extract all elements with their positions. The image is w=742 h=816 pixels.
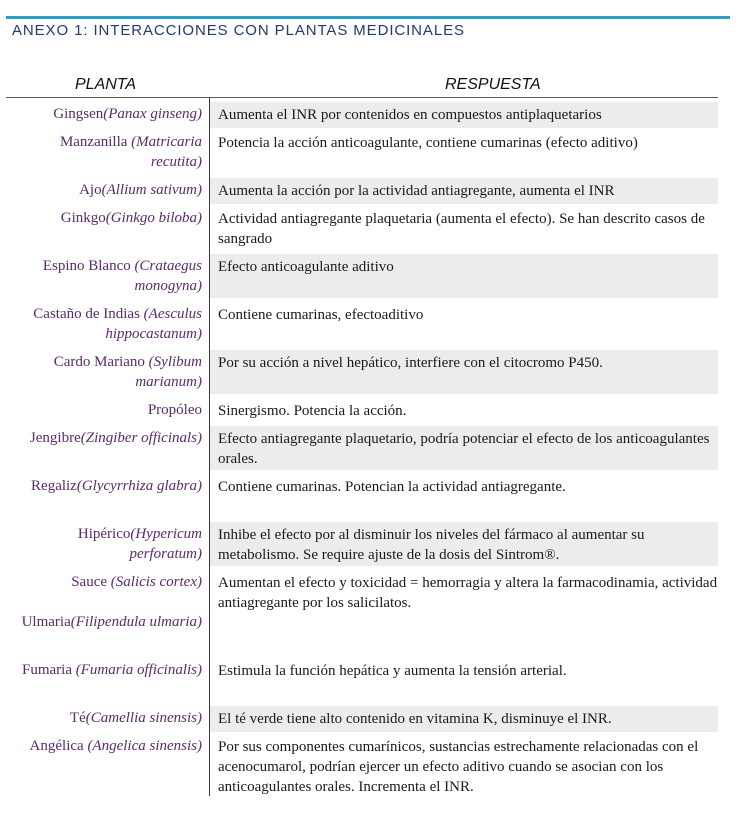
table-row [6,570,718,614]
response-text: Potencia la acción anticoagulante, contiene cumarinas (efecto aditivo) [218,135,638,151]
table-row [6,178,718,204]
response-text: Efecto antiagregante plaquetario, podría potenciar el efecto de los anticoagulantes orales. [210,426,718,470]
table-row [6,522,718,566]
plant-name: Jengibre(Zingiber officinals) [29,430,202,446]
header-rule [6,97,718,98]
column-header-response: RESPUESTA [445,76,541,93]
plant-name: Té(Camellia sinensis) [69,710,202,726]
plant-name: Ajo(Allium sativum) [79,182,202,198]
response-text: Aumenta la acción por la actividad antiagregante, aumenta el INR [210,178,718,204]
plant-name: Angélica (Angelica sinensis) [29,738,202,754]
column-divider [209,98,210,796]
response-text: Por sus componentes cumarínicos, sustancias estrechamente relacionadas con el acenocumarol, podrían ejercer un efecto aditivo cuando se asocian con los anticoagulantes orales. Incrementa el INR. [218,739,699,795]
table-row [6,734,718,798]
response-text: Estimula la función hepática y aumenta la tensión arterial. [218,663,567,679]
table-row [6,102,718,128]
response-text: Aumentan el efecto y toxicidad = hemorragia y altera la farmacodinamia, actividad antiagregante por los salicilatos. [218,575,718,611]
table-row [6,474,718,518]
plant-name: Espino Blanco (Crataegus monogyna) [42,258,202,294]
table-row [6,706,718,732]
response-text: Efecto anticoagulante aditivo [210,254,718,298]
annex-title: ANEXO 1: INTERACCIONES CON PLANTAS MEDICINALES [12,22,465,39]
response-text: Contiene cumarinas. Potencian la actividad antiagregante. [218,479,566,495]
response-text: Aumenta el INR por contenidos en compuestos antiplaquetarios [210,102,718,128]
plant-name: Gingsen(Panax ginseng) [53,106,202,122]
table-row [6,130,718,174]
response-text: Por su acción a nivel hepático, interfiere con el citocromo P450. [210,350,718,394]
table-row [6,350,718,394]
plant-name: Fumaria (Fumaria officinalis) [22,662,202,678]
response-text: Contiene cumarinas, efectoaditivo [218,307,424,323]
table-row [6,206,718,250]
plant-name: Manzanilla (Matricaria recutita) [59,134,202,170]
response-text: Inhibe el efecto por al disminuir los niveles del fármaco al aumentar su metabolismo. Se require ajuste de la dosis del Sintrom®. [210,522,718,566]
plant-name: Cardo Mariano (Sylibum marianum) [53,354,202,390]
plant-name: Propóleo [147,402,202,418]
plant-name: Regaliz(Glycyrrhiza glabra) [31,478,202,494]
plant-name: Sauce (Salicis cortex) [71,574,202,590]
plant-name: Castaño de Indias (Aesculus hippocastanum) [33,306,202,342]
table-row [6,610,718,654]
table-row [6,658,718,702]
plant-name: Hipérico(Hypericum perforatum) [77,526,202,562]
table-row [6,398,718,424]
table-row [6,254,718,298]
column-header-plant: PLANTA [75,76,137,93]
plant-name: Ginkgo(Ginkgo biloba) [60,210,202,226]
response-text: Actividad antiagregante plaquetaria (aumenta el efecto). Se han descrito casos de sangrado [218,211,705,247]
plant-name: Ulmaria(Filipendula ulmaria) [21,614,202,630]
title-rule [6,16,730,19]
response-text: Sinergismo. Potencia la acción. [218,403,407,419]
table-row [6,426,718,470]
response-text [210,610,718,654]
response-text: El té verde tiene alto contenido en vitamina K, disminuye el INR. [210,706,718,732]
table-row [6,302,718,346]
